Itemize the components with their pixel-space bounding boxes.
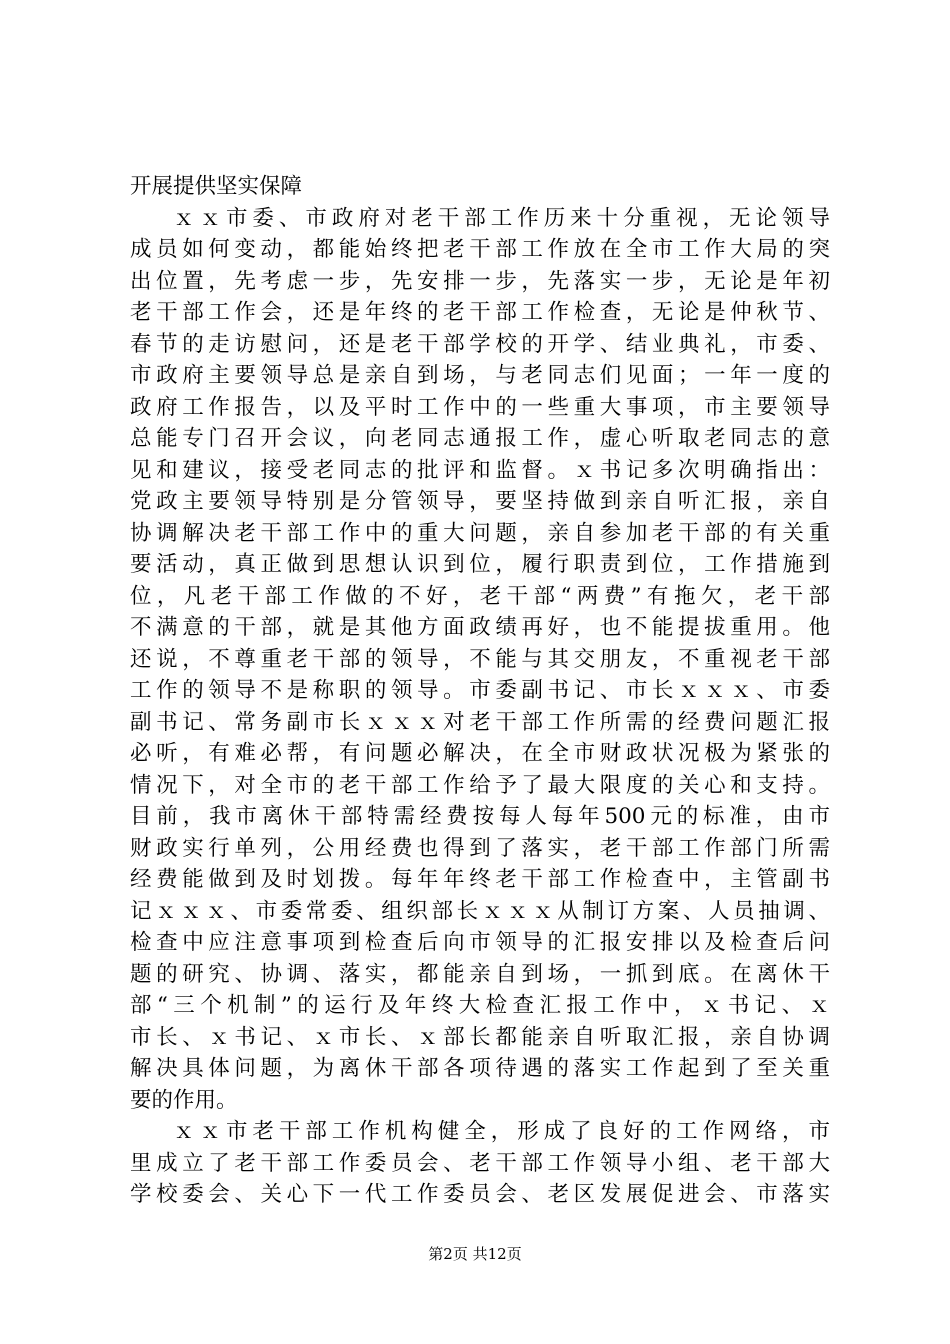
text-line: 要活动，真正做到思想认识到位，履行职责到位，工作措施到 — [130, 552, 830, 577]
text-line: 协调解决老干部工作中的重大问题，亲自参加老干部的有关重 — [130, 520, 830, 546]
text-line: 部“三个机制”的运行及年终大检查汇报工作中，ｘ书记、ｘ — [130, 993, 830, 1018]
text-line: 出位置，先考虑一步，先安排一步，先落实一步，无论是年初 — [130, 268, 830, 294]
text-line: 记ｘｘｘ、市委常委、组织部长ｘｘｘ从制订方案、人员抽调、 — [130, 898, 830, 924]
text-line: 工作的领导不是称职的领导。市委副书记、市长ｘｘｘ、市委 — [130, 678, 830, 703]
page-footer: 第2页 共12页 — [428, 1245, 522, 1263]
text-line: ｘｘ市委、市政府对老干部工作历来十分重视，无论领导 — [173, 205, 830, 231]
text-line: 总能专门召开会议，向老同志通报工作，虚心听取老同志的意 — [130, 426, 830, 451]
text-line: 政府工作报告，以及平时工作中的一些重大事项，市主要领导 — [130, 394, 830, 420]
text-line: 春节的走访慰问，还是老干部学校的开学、结业典礼，市委、 — [130, 331, 830, 357]
text-line: 副书记、常务副市长ｘｘｘ对老干部工作所需的经费问题汇报 — [130, 709, 830, 735]
text-line: 情况下，对全市的老干部工作给予了最大限度的关心和支持。 — [130, 772, 830, 798]
text-line: 里成立了老干部工作委员会、老干部工作领导小组、老干部大 — [130, 1150, 830, 1176]
text-line: 开展提供坚实保障 — [130, 174, 303, 199]
text-line: 题的研究、协调、落实，都能亲自到场，一抓到底。在离休干 — [130, 961, 830, 987]
text-line: 解决具体问题，为离休干部各项待遇的落实工作起到了至关重 — [130, 1056, 830, 1081]
text-line: 检查中应注意事项到检查后向市领导的汇报安排以及检查后问 — [130, 930, 830, 955]
text-line: 要的作用。 — [130, 1087, 238, 1113]
text-line: 学校委会、关心下一代工作委员会、老区发展促进会、市落实 — [130, 1182, 830, 1207]
text-line: 必听，有难必帮，有问题必解决，在全市财政状况极为紧张的 — [130, 741, 830, 766]
text-line: 经费能做到及时划拨。每年年终老干部工作检查中，主管副书 — [130, 867, 830, 892]
text-line: 目前，我市离休干部特需经费按每人每年500元的标准，由市 — [130, 804, 830, 829]
text-line: 市长、ｘ书记、ｘ市长、ｘ部长都能亲自听取汇报，亲自协调 — [130, 1024, 830, 1050]
text-line: 位，凡老干部工作做的不好，老干部“两费”有拖欠，老干部 — [130, 583, 830, 609]
text-line: 老干部工作会，还是年终的老干部工作检查，无论是仲秋节、 — [130, 300, 830, 325]
document-body — [130, 171, 830, 1211]
text-line: 见和建议，接受老同志的批评和监督。ｘ书记多次明确指出： — [130, 457, 830, 483]
text-line: 还说，不尊重老干部的领导，不能与其交朋友，不重视老干部 — [130, 646, 830, 672]
text-line: ｘｘ市老干部工作机构健全，形成了良好的工作网络，市 — [173, 1119, 830, 1144]
text-line: 党政主要领导特别是分管领导，要坚持做到亲自听汇报，亲自 — [130, 489, 830, 514]
text-line: 成员如何变动，都能始终把老干部工作放在全市工作大局的突 — [130, 237, 830, 262]
text-line: 财政实行单列，公用经费也得到了落实，老干部工作部门所需 — [130, 835, 830, 861]
text-line: 市政府主要领导总是亲自到场，与老同志们见面；一年一度的 — [130, 363, 830, 388]
text-line: 不满意的干部，就是其他方面政绩再好，也不能提拔重用。他 — [130, 615, 830, 640]
